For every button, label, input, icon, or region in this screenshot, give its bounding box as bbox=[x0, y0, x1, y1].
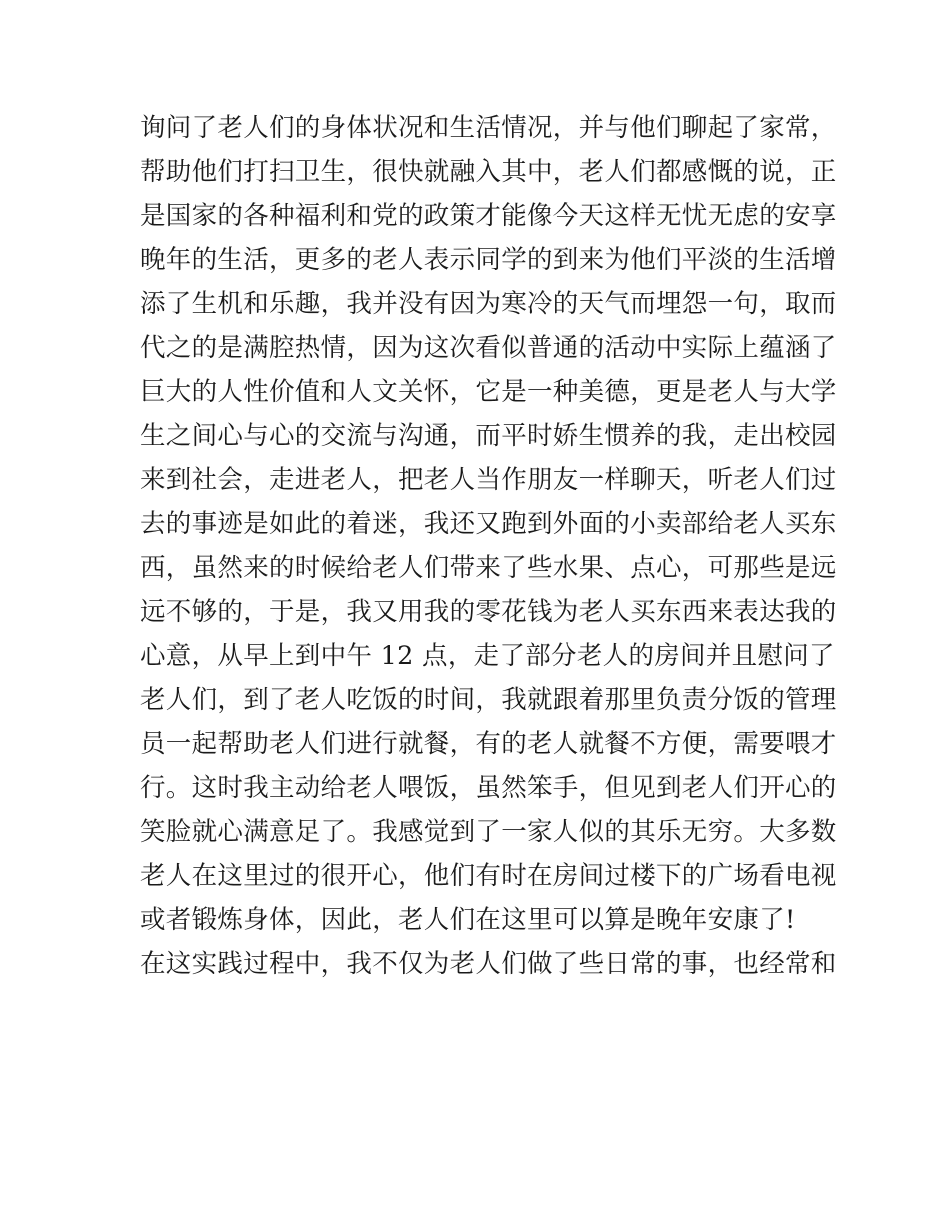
text-line-17: 笑脸就心满意足了。我感觉到了一家人似的其乐无穷。大多数 bbox=[140, 817, 837, 847]
text-line-1: 询问了老人们的身体状况和生活情况，并与他们聊起了家常， bbox=[140, 113, 837, 143]
text-line-2: 帮助他们打扫卫生，很快就融入其中，老人们都感慨的说，正 bbox=[140, 157, 837, 187]
text-line-7: 巨大的人性价值和人文关怀，它是一种美德，更是老人与大学 bbox=[140, 377, 837, 407]
text-line-13: 心意，从早上到中午 12 点，走了部分老人的房间并且慰问了 bbox=[140, 641, 835, 671]
text-line-18: 老人在这里过的很开心，他们有时在房间过楼下的广场看电视 bbox=[140, 861, 837, 891]
body-text bbox=[140, 106, 837, 986]
text-line-14: 老人们，到了老人吃饭的时间，我就跟着那里负责分饭的管理 bbox=[140, 685, 837, 715]
text-line-19: 或者锻炼身体，因此，老人们在这里可以算是晚年安康了! bbox=[140, 905, 796, 935]
text-line-15: 员一起帮助老人们进行就餐，有的老人就餐不方便，需要喂才 bbox=[140, 729, 837, 759]
text-line-11: 西，虽然来的时候给老人们带来了些水果、点心，可那些是远 bbox=[140, 553, 837, 583]
text-line-10: 去的事迹是如此的着迷，我还又跑到外面的小卖部给老人买东 bbox=[140, 509, 837, 539]
text-line-9: 来到社会，走进老人，把老人当作朋友一样聊天，听老人们过 bbox=[140, 465, 837, 495]
text-line-3: 是国家的各种福利和党的政策才能像今天这样无忧无虑的安享 bbox=[140, 201, 837, 231]
text-line-16: 行。这时我主动给老人喂饭，虽然笨手，但见到老人们开心的 bbox=[140, 773, 837, 803]
text-line-6: 代之的是满腔热情，因为这次看似普通的活动中实际上蕴涵了 bbox=[140, 333, 837, 363]
text-line-5: 添了生机和乐趣，我并没有因为寒冷的天气而埋怨一句，取而 bbox=[140, 289, 837, 319]
text-line-4: 晚年的生活，更多的老人表示同学的到来为他们平淡的生活增 bbox=[140, 245, 837, 275]
text-line-12: 远不够的，于是，我又用我的零花钱为老人买东西来表达我的 bbox=[140, 597, 837, 627]
text-line-8: 生之间心与心的交流与沟通，而平时娇生惯养的我，走出校园 bbox=[140, 421, 837, 451]
text-line-20: 在这实践过程中，我不仅为老人们做了些日常的事，也经常和 bbox=[140, 949, 837, 979]
